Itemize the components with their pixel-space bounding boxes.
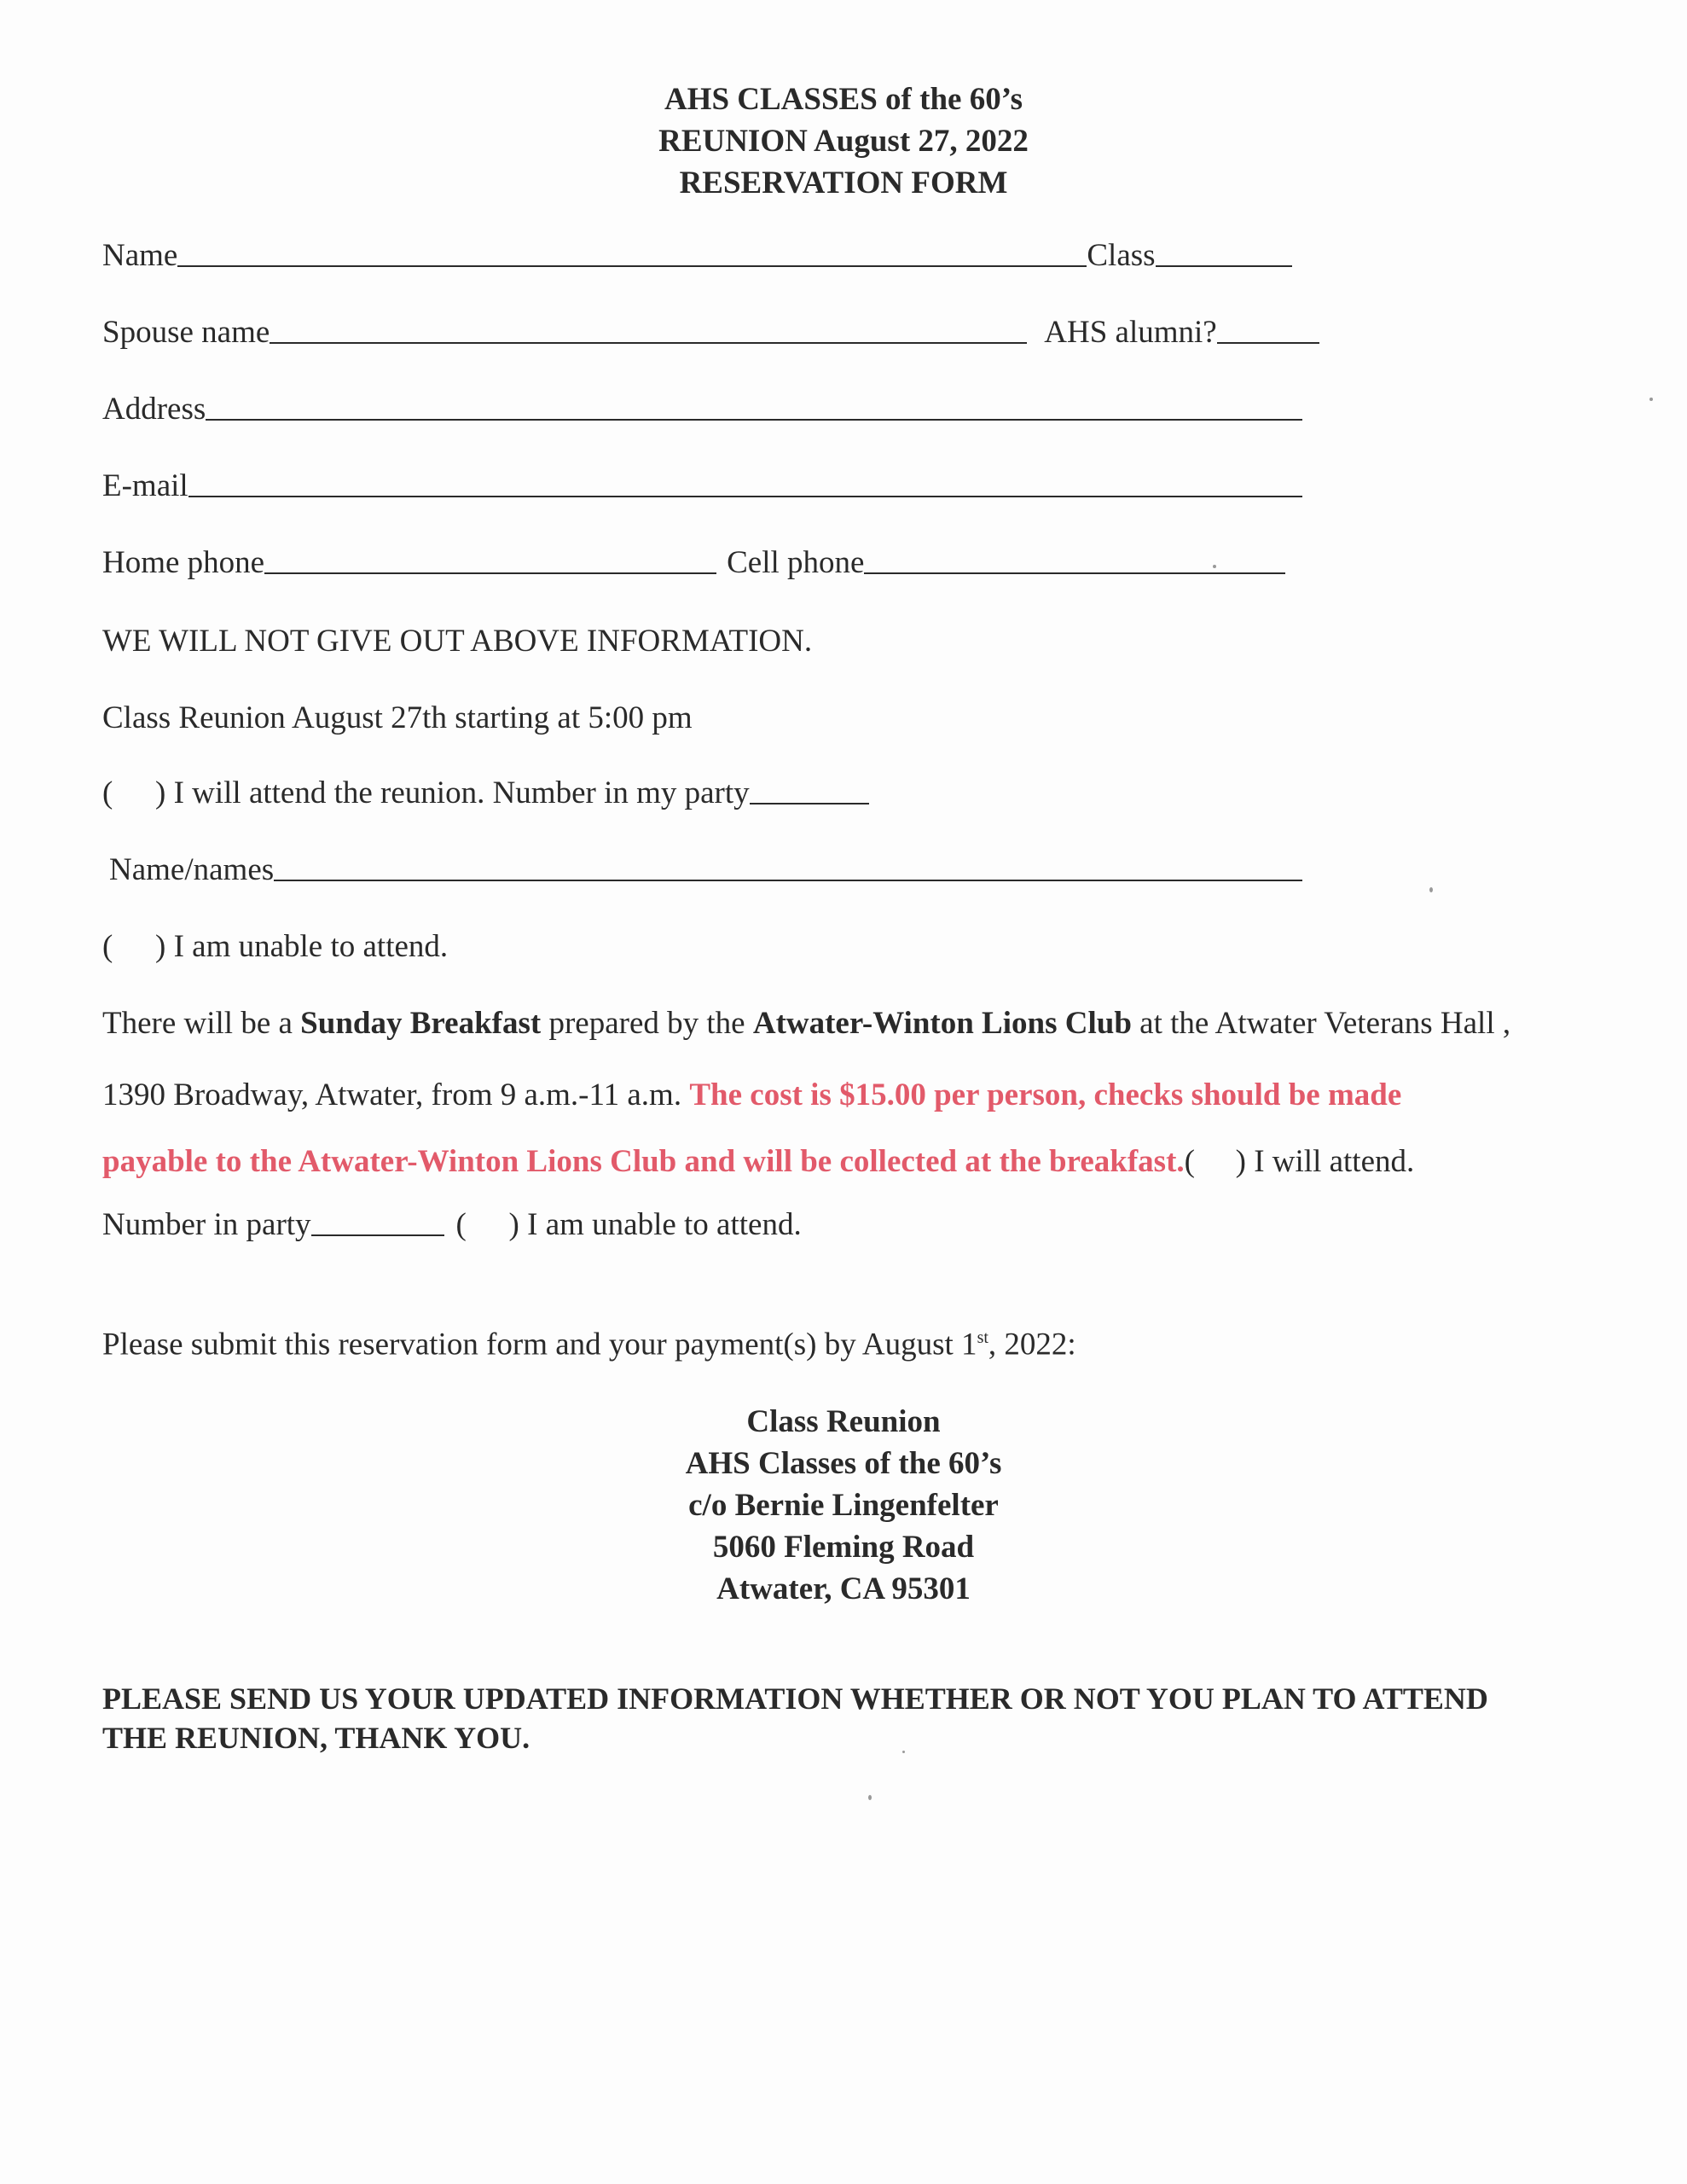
title-line-2: REUNION August 27, 2022 [658, 124, 1029, 159]
title-line-3: RESERVATION FORM [679, 166, 1008, 200]
address-label: Address [102, 392, 206, 427]
mailing-line-5: Atwater, CA 95301 [716, 1571, 971, 1606]
ahs-alumni-field[interactable] [1217, 341, 1319, 344]
home-phone-label: Home phone [102, 545, 265, 580]
privacy-notice: WE WILL NOT GIVE OUT ABOVE INFORMATION. [102, 624, 813, 659]
breakfast-number-field[interactable] [311, 1234, 444, 1236]
names-row [109, 851, 1302, 889]
submit-text: Please submit this reservation form and your payment(s) by August 1 [102, 1327, 977, 1362]
attend-reunion-checkbox[interactable]: ( [102, 775, 113, 810]
title-line-1: AHS CLASSES of the 60’s [664, 82, 1023, 117]
mailing-address [0, 1401, 1687, 1610]
mailing-line-4: 5060 Fleming Road [712, 1530, 975, 1565]
mailing-line-3: c/o Bernie Lingenfelter [688, 1488, 999, 1523]
breakfast-cost-1: The cost is $15.00 per person, checks should be made [689, 1077, 1402, 1112]
class-label: Class [1087, 238, 1156, 273]
name-label: Name [102, 238, 178, 273]
party-number-field[interactable] [750, 802, 869, 804]
spouse-name-field[interactable] [270, 341, 1027, 344]
breakfast-line-1 [102, 1005, 1510, 1043]
breakfast-number-label: Number in party [102, 1207, 311, 1242]
unable-reunion-row [102, 928, 448, 966]
reunion-time: Class Reunion August 27th starting at 5:00 pm [102, 700, 693, 735]
breakfast-unable-checkbox[interactable]: ( [455, 1207, 467, 1242]
phone-row [102, 544, 1285, 582]
scan-speck [868, 1795, 872, 1800]
form-title [0, 78, 1687, 204]
breakfast-event: Sunday Breakfast [300, 1006, 542, 1041]
attend-reunion-row [102, 775, 869, 812]
breakfast-attend-label: ) I will attend. [1235, 1144, 1415, 1179]
unable-reunion-label: ) I am unable to attend. [155, 929, 449, 964]
mailing-line-1: Class Reunion [746, 1404, 941, 1439]
home-phone-field[interactable] [264, 572, 716, 574]
ahs-alumni-label: AHS alumni? [1044, 315, 1217, 350]
submit-date: , 2022: [988, 1327, 1076, 1362]
breakfast-prepared-by: prepared by the [541, 1006, 753, 1041]
closing-notice: PLEASE SEND US YOUR UPDATED INFORMATION WHETHER OR NOT YOU PLAN TO ATTEND THE REUNION, THANK YOU. [102, 1682, 1488, 1755]
cell-phone-field[interactable] [864, 572, 1285, 574]
breakfast-location: at the Atwater Veterans Hall , [1131, 1006, 1511, 1041]
breakfast-line-3 [102, 1143, 1414, 1181]
breakfast-cost-2: payable to the Atwater-Winton Lions Club and will be collected at the breakfast. [102, 1144, 1185, 1179]
email-row [102, 468, 1302, 505]
submit-instruction [102, 1319, 1076, 1363]
name-field[interactable] [177, 264, 1087, 267]
scan-speck [1429, 887, 1433, 892]
unable-reunion-checkbox[interactable]: ( [102, 929, 113, 964]
breakfast-line-2 [102, 1077, 1401, 1114]
address-field[interactable] [206, 418, 1302, 421]
breakfast-club: Atwater-Winton Lions Club [752, 1006, 1132, 1041]
name-row [102, 237, 1292, 275]
scan-speck [1649, 398, 1653, 401]
breakfast-unable-label: ) I am unable to attend. [508, 1207, 802, 1242]
submit-superscript: st [977, 1328, 988, 1347]
email-field[interactable] [188, 495, 1302, 497]
breakfast-line-4 [102, 1206, 802, 1244]
names-label: Name/names [109, 852, 275, 887]
class-field[interactable] [1156, 264, 1292, 267]
attend-reunion-label: ) I will attend the reunion. Number in my party [155, 775, 750, 810]
breakfast-attend-checkbox[interactable]: ( [1184, 1144, 1195, 1179]
email-label: E-mail [102, 468, 188, 503]
breakfast-intro: There will be a [102, 1006, 301, 1041]
scan-speck [902, 1751, 905, 1753]
names-field[interactable] [274, 879, 1302, 881]
cell-phone-label: Cell phone [727, 545, 865, 580]
spouse-name-label: Spouse name [102, 315, 270, 350]
breakfast-address-time: 1390 Broadway, Atwater, from 9 a.m.-11 a.m. [102, 1077, 690, 1112]
address-row [102, 391, 1302, 428]
spouse-row [102, 314, 1319, 351]
scan-speck [1213, 565, 1216, 568]
mailing-line-2: AHS Classes of the 60’s [685, 1446, 1002, 1481]
